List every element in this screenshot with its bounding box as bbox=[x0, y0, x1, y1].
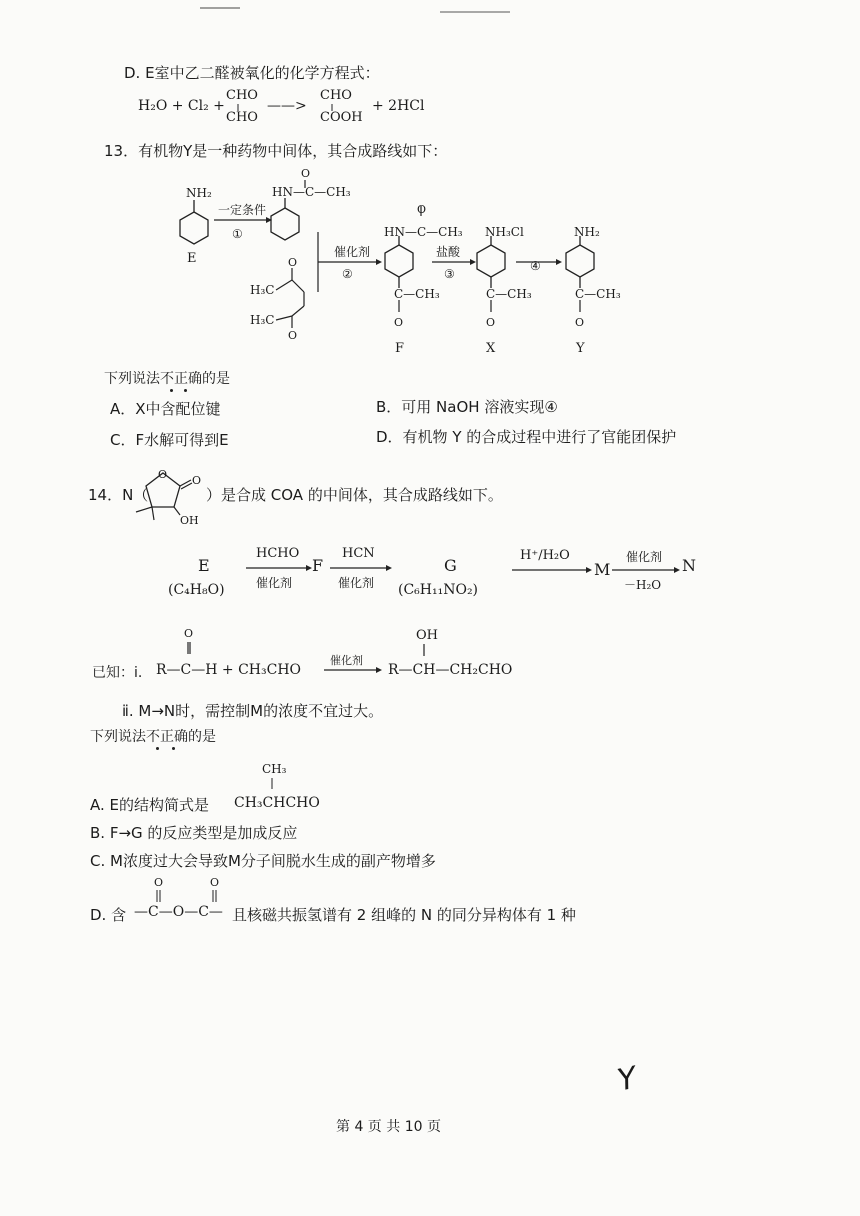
step3-condition: 盐酸 bbox=[436, 245, 461, 259]
q13-option-c[interactable]: C．F水解可得到E bbox=[110, 431, 229, 449]
q14-stem-suffix: ）是合成 COA 的中间体，其合成路线如下。 bbox=[206, 486, 503, 504]
q13-option-d[interactable]: D．有机物 Y 的合成过程中进行了官能团保护 bbox=[376, 428, 677, 446]
route-reagent1: HCHO bbox=[256, 546, 300, 561]
known-i-label: 已知：ⅰ. bbox=[92, 665, 143, 681]
step2-number: ② bbox=[342, 267, 353, 281]
e-nh2: NH₂ bbox=[186, 186, 212, 200]
option-d-o1: O bbox=[154, 876, 164, 889]
q14-option-a[interactable]: A. E的结构简式是 bbox=[90, 796, 210, 814]
f-amide: HN—C—CH₃ bbox=[384, 225, 463, 239]
route-f: F bbox=[312, 556, 324, 575]
known-i-left: R—C—H + CH₃CHO bbox=[156, 662, 302, 678]
route-m: M bbox=[594, 560, 611, 579]
x-label: X bbox=[486, 341, 496, 356]
q14-prompt: 下列说法不正确的是 bbox=[90, 729, 216, 745]
q12-arrow: ——> bbox=[267, 98, 307, 114]
known-i-catalyst: 催化剂 bbox=[330, 654, 363, 667]
lactone-oh: OH bbox=[180, 514, 199, 527]
page-footer: 第 4 页 共 10 页 bbox=[336, 1119, 441, 1135]
step1-number: ① bbox=[232, 227, 243, 241]
q13-stem: 13．有机物Y是一种药物中间体，其合成路线如下： bbox=[104, 142, 448, 160]
option-a-ch3: CH₃ bbox=[262, 762, 287, 776]
option-d-group: —C—O—C— bbox=[134, 904, 223, 920]
anhydride-ch3-1: H₃C bbox=[250, 283, 275, 297]
q12-product-bottom: COOH bbox=[320, 110, 363, 125]
route-e: E bbox=[198, 556, 210, 575]
anhydride-o2: O bbox=[288, 329, 298, 342]
route-cat2: 催化剂 bbox=[338, 576, 375, 590]
route-e-formula: (C₄H₈O) bbox=[168, 582, 225, 598]
known-i-right: R—CH—CH₂CHO bbox=[388, 662, 513, 678]
route-g: G bbox=[444, 556, 457, 575]
q13-prompt: 下列说法不正确的是 bbox=[104, 371, 230, 387]
known-i-oh: OH bbox=[416, 628, 438, 643]
x-ammonium: NH₃Cl bbox=[485, 225, 524, 239]
q13-option-a[interactable]: A．X中含配位键 bbox=[110, 400, 221, 418]
step2-condition: 催化剂 bbox=[334, 245, 371, 259]
anhydride-o1: O bbox=[288, 256, 298, 269]
route-reagent3: H⁺/H₂O bbox=[520, 548, 570, 563]
acetanilide-amide: HN—C—CH₃ bbox=[272, 185, 351, 199]
lactone-carbonyl-o: O bbox=[192, 474, 202, 487]
f-amide-o: O bbox=[417, 203, 427, 216]
known-ii: ⅱ. M→N时，需控制M的浓度不宜过大。 bbox=[122, 702, 384, 720]
y-nh2: NH₂ bbox=[574, 225, 600, 239]
q13-option-b[interactable]: B．可用 NaOH 溶液实现④ bbox=[376, 398, 558, 416]
q12-glyoxal-top: CHO bbox=[226, 88, 258, 103]
option-a-structure: CH₃CHCHO bbox=[234, 795, 320, 811]
lactone-ring-o: O bbox=[158, 468, 168, 481]
route-cat1: 催化剂 bbox=[256, 576, 293, 590]
q12-equation-left: H₂O + Cl₂ + bbox=[138, 98, 225, 114]
acetanilide-o: O bbox=[301, 167, 311, 180]
f-label: F bbox=[395, 341, 405, 356]
q14-stem-prefix: 14．N（ bbox=[88, 486, 149, 504]
known-i-o: O bbox=[184, 627, 194, 640]
q14-option-c[interactable]: C. M浓度过大会导致M分子间脱水生成的副产物增多 bbox=[90, 852, 436, 870]
q14-option-d[interactable]: D. 含 bbox=[90, 906, 127, 924]
x-acetyl-o: O bbox=[486, 316, 496, 329]
option-d-text: 且核磁共振氢谱有 2 组峰的 N 的同分异构体有 1 种 bbox=[232, 906, 576, 924]
step1-condition: 一定条件 bbox=[218, 203, 267, 217]
route-minus-water: －H₂O bbox=[624, 578, 662, 592]
y-acetyl-o: O bbox=[575, 316, 585, 329]
f-acetyl-o: O bbox=[394, 316, 404, 329]
e-label: E bbox=[187, 251, 197, 266]
route-g-formula: (C₆H₁₁NO₂) bbox=[398, 582, 479, 598]
q12-glyoxal-bottom: CHO bbox=[226, 110, 258, 125]
f-acetyl: C—CH₃ bbox=[394, 287, 440, 301]
option-d-o2: O bbox=[210, 876, 220, 889]
step4-number: ④ bbox=[530, 259, 541, 273]
q12-option-d: D. E室中乙二醛被氧化的化学方程式： bbox=[124, 64, 380, 82]
x-acetyl: C—CH₃ bbox=[486, 287, 532, 301]
q14-option-b[interactable]: B. F→G 的反应类型是加成反应 bbox=[90, 824, 298, 842]
anhydride-ch3-2: H₃C bbox=[250, 313, 275, 327]
q12-equation-right: + 2HCl bbox=[372, 98, 425, 114]
step3-number: ③ bbox=[444, 267, 455, 281]
route-reagent2: HCN bbox=[342, 546, 375, 561]
y-acetyl: C—CH₃ bbox=[575, 287, 621, 301]
y-label: Y bbox=[576, 341, 585, 356]
q12-product-top: CHO bbox=[320, 88, 352, 103]
handwritten-mark: Y bbox=[614, 1060, 640, 1099]
route-n: N bbox=[682, 556, 696, 575]
route-cat3: 催化剂 bbox=[626, 550, 663, 564]
